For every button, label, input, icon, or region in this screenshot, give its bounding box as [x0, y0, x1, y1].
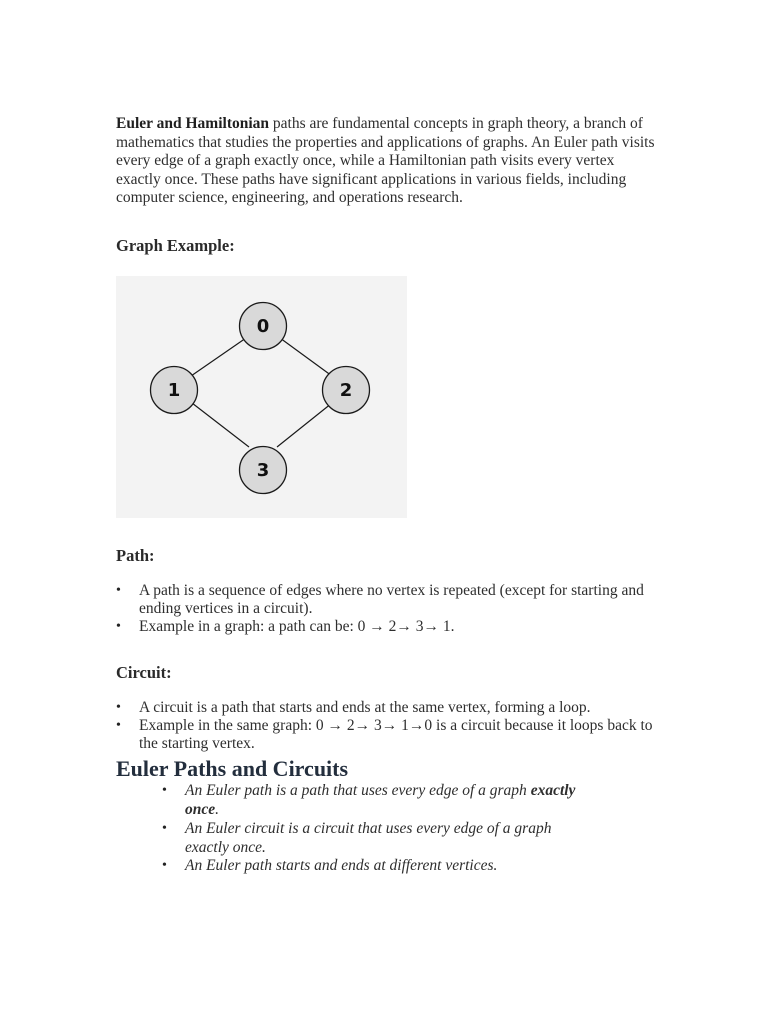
graph-diagram	[116, 276, 407, 518]
graph-node-label: 1	[167, 379, 181, 401]
euler-list	[116, 782, 585, 876]
graph-example-heading: Graph Example:	[116, 235, 235, 255]
graph-node-label: 0	[256, 315, 270, 337]
list-item	[185, 820, 585, 858]
euler-heading: Euler Paths and Circuits	[116, 756, 349, 782]
graph-node-label: 2	[339, 379, 353, 401]
circuit-list	[116, 699, 656, 754]
list-item: • A path is a sequence of edges where no vertex is repeated (except for starting and ending vertices in a circuit).	[139, 582, 656, 618]
euler-item-text: An Euler path is a path that uses every edge of a graph	[185, 782, 531, 800]
list-item: • Example in the same graph: 0 → 2→ 3→ 1→0 is a circuit because it loops back to the starting vertex.	[139, 717, 656, 753]
intro-text: paths are fundamental concepts in graph theory, a branch of mathematics that studies the properties and applications of graphs. An Euler path visits every edge of a graph exactly once, while a Hamiltonian path visits every vertex exactly once. These paths have significant applications in various fields, including computer science, engineering, and operations research.	[116, 115, 655, 207]
graph-node-2	[323, 366, 370, 413]
graph-edge-1-3	[192, 403, 249, 447]
euler-item-tail: .	[215, 800, 220, 818]
graph-edge-2-3	[277, 403, 332, 447]
intro-paragraph	[116, 115, 656, 208]
graph-edge-0-1	[191, 338, 246, 376]
list-item: • Example in a graph: a path can be: 0 → 2→ 3→ 1.	[139, 618, 656, 636]
graph-edge-0-2	[280, 338, 332, 376]
list-item	[185, 782, 585, 820]
euler-item-bold: exactly once	[185, 782, 576, 818]
euler-item-text: An Euler path starts and ends at different vertices.	[185, 857, 498, 875]
graph-node-0	[240, 302, 287, 349]
graph-figure	[116, 276, 407, 518]
path-heading: Path:	[116, 545, 155, 565]
list-item: • A circuit is a path that starts and ends at the same vertex, forming a loop.	[139, 699, 656, 717]
graph-node-1	[151, 366, 198, 413]
euler-item-text: An Euler circuit is a circuit that uses every edge of a graph exactly once.	[185, 819, 552, 856]
intro-bold-lead: Euler and Hamiltonian	[116, 115, 270, 132]
document-page	[116, 115, 656, 876]
list-item	[185, 857, 585, 876]
circuit-heading: Circuit:	[116, 662, 172, 682]
graph-node-label: 3	[256, 459, 270, 481]
path-list	[116, 582, 656, 637]
graph-node-3	[240, 446, 287, 493]
